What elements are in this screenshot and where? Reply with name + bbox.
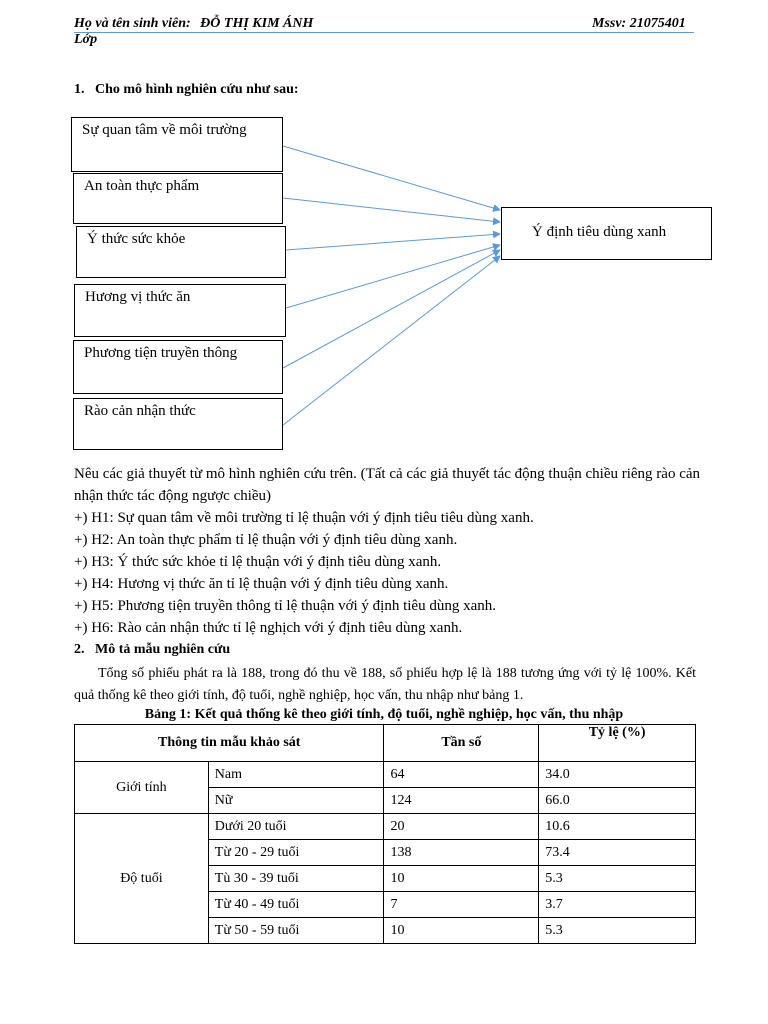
hypothesis-h3: +) H3: Ý thức sức khỏe tỉ lệ thuận với ý định tiêu dùng xanh.	[74, 554, 442, 570]
row-percent: 66.0	[539, 788, 696, 814]
row-percent: 5.3	[539, 918, 696, 944]
row-percent: 3.7	[539, 892, 696, 918]
arrow-h2	[283, 198, 500, 222]
arrow-h6	[283, 256, 500, 425]
arrow-h3	[286, 234, 500, 250]
hypothesis-h2: +) H2: An toàn thực phẩm tỉ lệ thuận với ý định tiêu dùng xanh.	[74, 532, 458, 548]
row-label: Nữ	[208, 788, 384, 814]
row-frequency: 138	[384, 840, 539, 866]
row-frequency: 20	[384, 814, 539, 840]
row-label: Từ 20 - 29 tuổi	[208, 840, 384, 866]
row-percent: 34.0	[539, 762, 696, 788]
row-percent: 10.6	[539, 814, 696, 840]
sample-table	[74, 724, 696, 944]
hypothesis-h6: +) H6: Rào cản nhận thức tỉ lệ nghịch với ý định tiêu dùng xanh.	[74, 620, 463, 636]
factor-box-health: Ý thức sức khỏe	[76, 226, 286, 278]
group-age: Độ tuổi	[75, 814, 209, 944]
arrow-h4	[286, 245, 500, 308]
row-percent: 73.4	[539, 840, 696, 866]
hypothesis-h5: +) H5: Phương tiện truyền thông tỉ lệ thuận với ý định tiêu dùng xanh.	[74, 598, 496, 614]
row-label: Từ 50 - 59 tuổi	[208, 918, 384, 944]
row-frequency: 10	[384, 918, 539, 944]
row-label: Nam	[208, 762, 384, 788]
hypotheses-intro: Nêu các giả thuyết từ mô hình nghiên cứu trên. (Tất cả các giả thuyết tác động thuận chiều riêng rào cản nhận thức tác động ngược chiều)	[74, 466, 701, 504]
outcome-box: Ý định tiêu dùng xanh	[501, 207, 712, 260]
header-frequency: Tần số	[384, 725, 539, 762]
row-label: Dưới 20 tuổi	[208, 814, 384, 840]
student-label: Họ và tên sinh viên:	[74, 16, 191, 31]
row-frequency: 64	[384, 762, 539, 788]
group-gender: Giới tính	[75, 762, 209, 814]
factor-box-barrier: Rào cản nhận thức	[73, 398, 283, 450]
table-header-row	[75, 725, 696, 762]
row-frequency: 10	[384, 866, 539, 892]
factor-box-food-safety: An toàn thực phẩm	[73, 173, 283, 224]
arrow-h1	[283, 146, 500, 210]
table-row	[75, 762, 696, 788]
hypothesis-h4: +) H4: Hương vị thức ăn tỉ lệ thuận với ý định tiêu dùng xanh.	[74, 576, 449, 592]
sample-paragraph: Tổng số phiếu phát ra là 188, trong đó thu về 188, số phiếu hợp lệ là 188 tương ứng với tỷ lệ 100%. Kết quả thống kê theo giới tính, độ tuổi, nghề nghiệp, học vấn, thu nhập như bảng 1.	[74, 666, 696, 703]
row-label: Từ 40 - 49 tuổi	[208, 892, 384, 918]
hypothesis-h1: +) H1: Sự quan tâm về môi trường tỉ lệ thuận với ý định tiêu tiêu dùng xanh.	[74, 510, 534, 526]
row-label: Tù 30 - 39 tuổi	[208, 866, 384, 892]
row-frequency: 124	[384, 788, 539, 814]
student-id: Mssv: 21075401	[592, 16, 686, 31]
arrow-h5	[283, 250, 500, 368]
student-name: ĐỖ THỊ KIM ÁNH	[200, 16, 314, 31]
row-percent: 5.3	[539, 866, 696, 892]
factor-box-environment: Sự quan tâm về môi trường	[71, 117, 283, 172]
section-2-title: 2. Mô tả mẫu nghiên cứu	[74, 642, 231, 657]
class-label: Lớp	[74, 32, 98, 47]
row-frequency: 7	[384, 892, 539, 918]
header-sample-info: Thông tin mẫu khảo sát	[75, 725, 384, 762]
table-row	[75, 814, 696, 840]
factor-box-taste: Hương vị thức ăn	[74, 284, 286, 337]
factor-box-media: Phương tiện truyền thông	[73, 340, 283, 394]
table-caption: Bảng 1: Kết quả thống kê theo giới tính, độ tuổi, nghề nghiệp, học vấn, thu nhập	[144, 707, 624, 722]
header-percent: Tỷ lệ (%)	[539, 725, 696, 762]
section-1-title: 1. Cho mô hình nghiên cứu như sau:	[74, 82, 299, 97]
